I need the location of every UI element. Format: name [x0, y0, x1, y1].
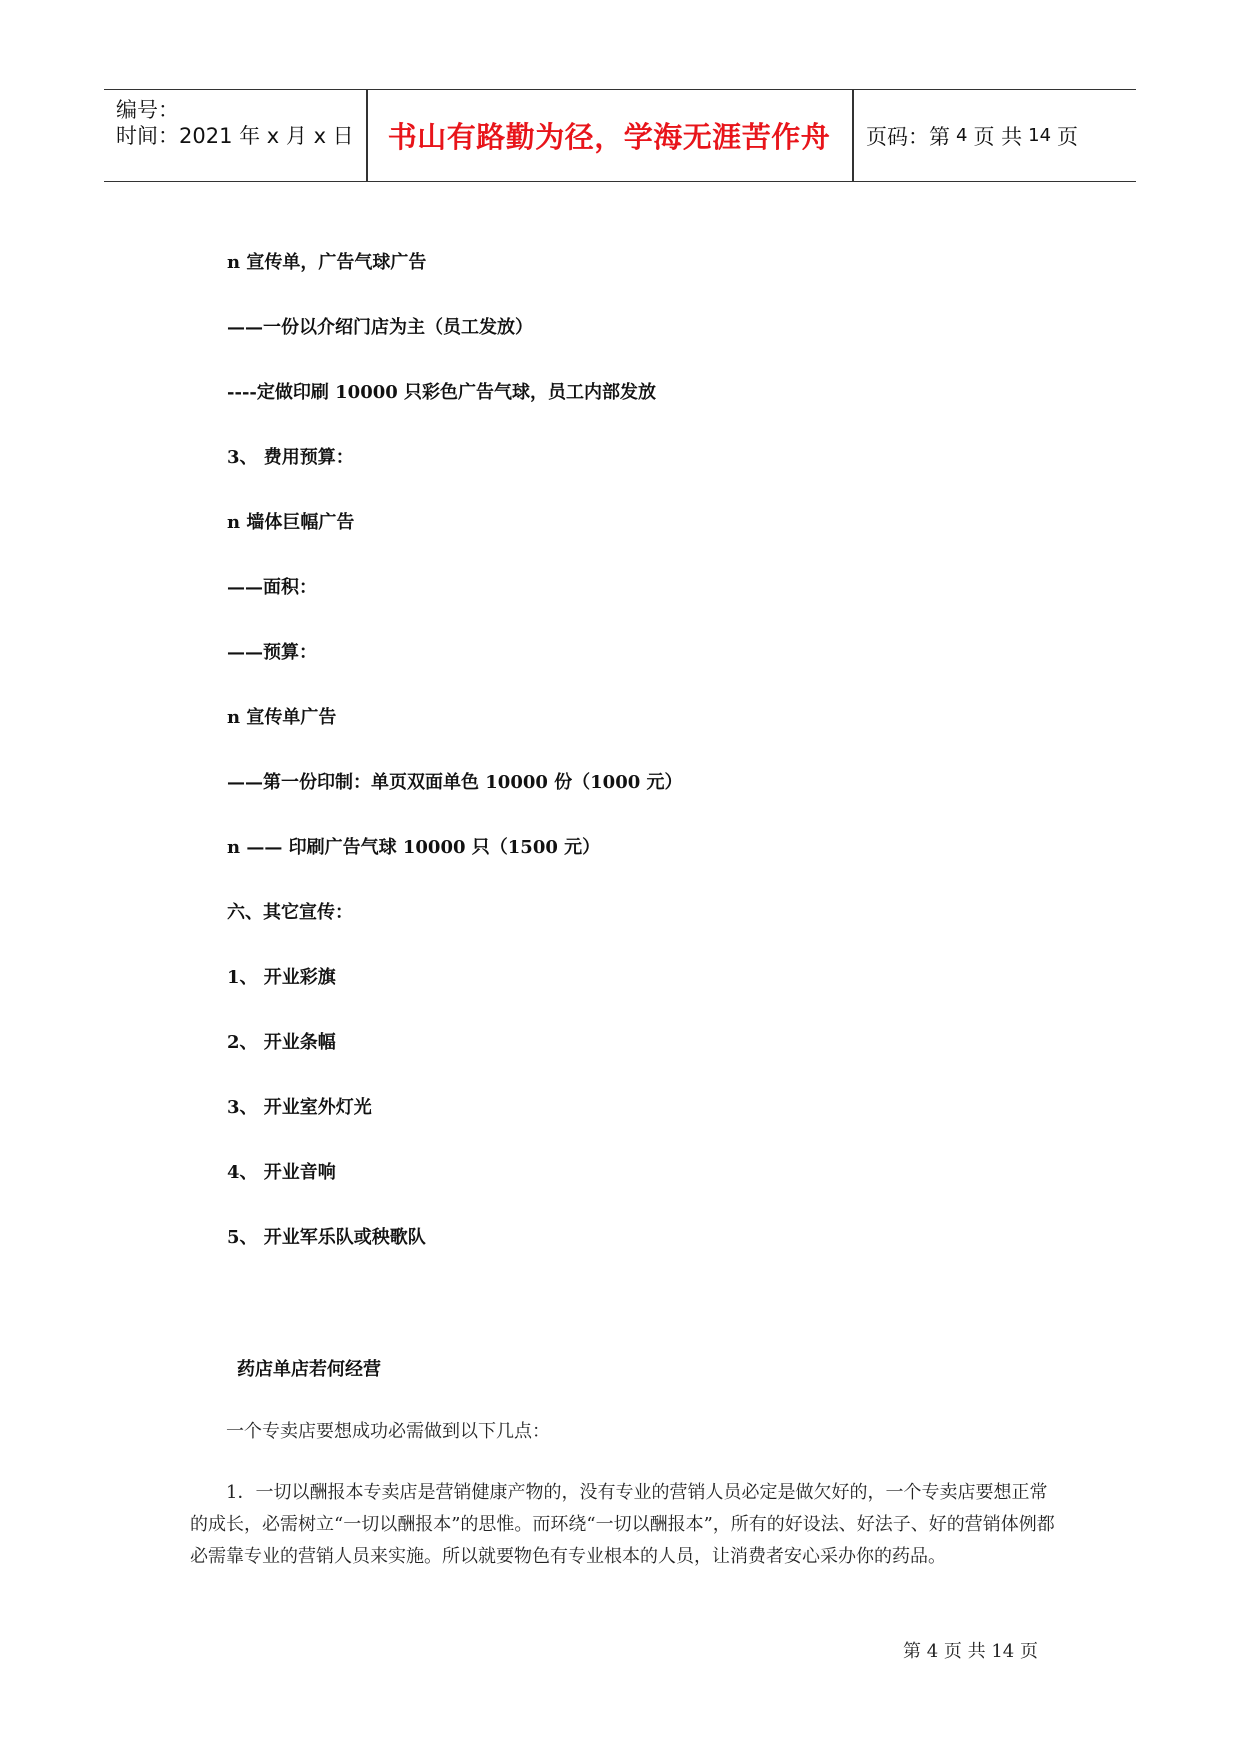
page-header: [104, 89, 1136, 182]
body-paragraph: [190, 1477, 1056, 1573]
header-divider: [852, 90, 854, 181]
body-line: ——第一份印制：单页双面单色 10000 份（1000 元）: [227, 772, 683, 793]
header-motto-cell: [368, 90, 850, 181]
header-motto: 书山有路勤为径，学海无涯苦作舟: [387, 120, 831, 154]
body-line: ——预算：: [227, 642, 317, 663]
body-line: 2、 开业条幅: [227, 1032, 336, 1053]
body-line: ——面积：: [227, 577, 317, 598]
page-suffix: 页: [1057, 124, 1079, 149]
body-line: 1、 开业彩旗: [227, 967, 336, 988]
page-prefix: 页码：第: [866, 124, 950, 149]
page-mid: 页 共: [973, 124, 1023, 149]
intro-text: 一个专卖店要想成功必需做到以下几点：: [226, 1421, 550, 1442]
section-title: 药店单店若何经营: [237, 1359, 381, 1380]
body-line: 5、 开业军乐队或秧歌队: [227, 1227, 426, 1248]
number-label: 编号：: [116, 98, 179, 122]
paragraph-text: 1．一切以酬报本专卖店是营销健康产物的，没有专业的营销人员必定是做欠好的，一个专卖店要想正常的成长，必需树立“一切以酬报本”的思惟。而环绕“一切以酬报本”，所有的好设法、好法子、好的营销体例都必需靠专业的营销人员来实施。所以就要物色有专业根本的人员，让消费者安心采办你的药品。: [190, 1482, 1055, 1567]
body-line: n —— 印刷广告气球 10000 只（1500 元）: [227, 837, 601, 858]
time-label: 时间：2021 年 x 月 x 日: [116, 124, 354, 148]
body-line: n 宣传单，广告气球广告: [227, 252, 427, 273]
header-page-indicator: [866, 90, 1078, 181]
body-line: n 宣传单广告: [227, 707, 337, 728]
body-line: 3、 费用预算：: [227, 447, 354, 468]
page-footer: 第 4 页 共 14 页: [903, 1641, 1038, 1662]
header-meta: [104, 90, 366, 181]
body-line: n 墙体巨幅广告: [227, 512, 355, 533]
body-line: 3、 开业室外灯光: [227, 1097, 372, 1118]
body-line: 4、 开业音响: [227, 1162, 336, 1183]
body-line: 六、其它宣传：: [227, 902, 353, 923]
page-total: 14: [1028, 125, 1052, 146]
body-line: ----定做印刷 10000 只彩色广告气球，员工内部发放: [227, 382, 657, 403]
body-line: ——一份以介绍门店为主（员工发放）: [227, 317, 533, 338]
page-current: 4: [956, 125, 968, 146]
